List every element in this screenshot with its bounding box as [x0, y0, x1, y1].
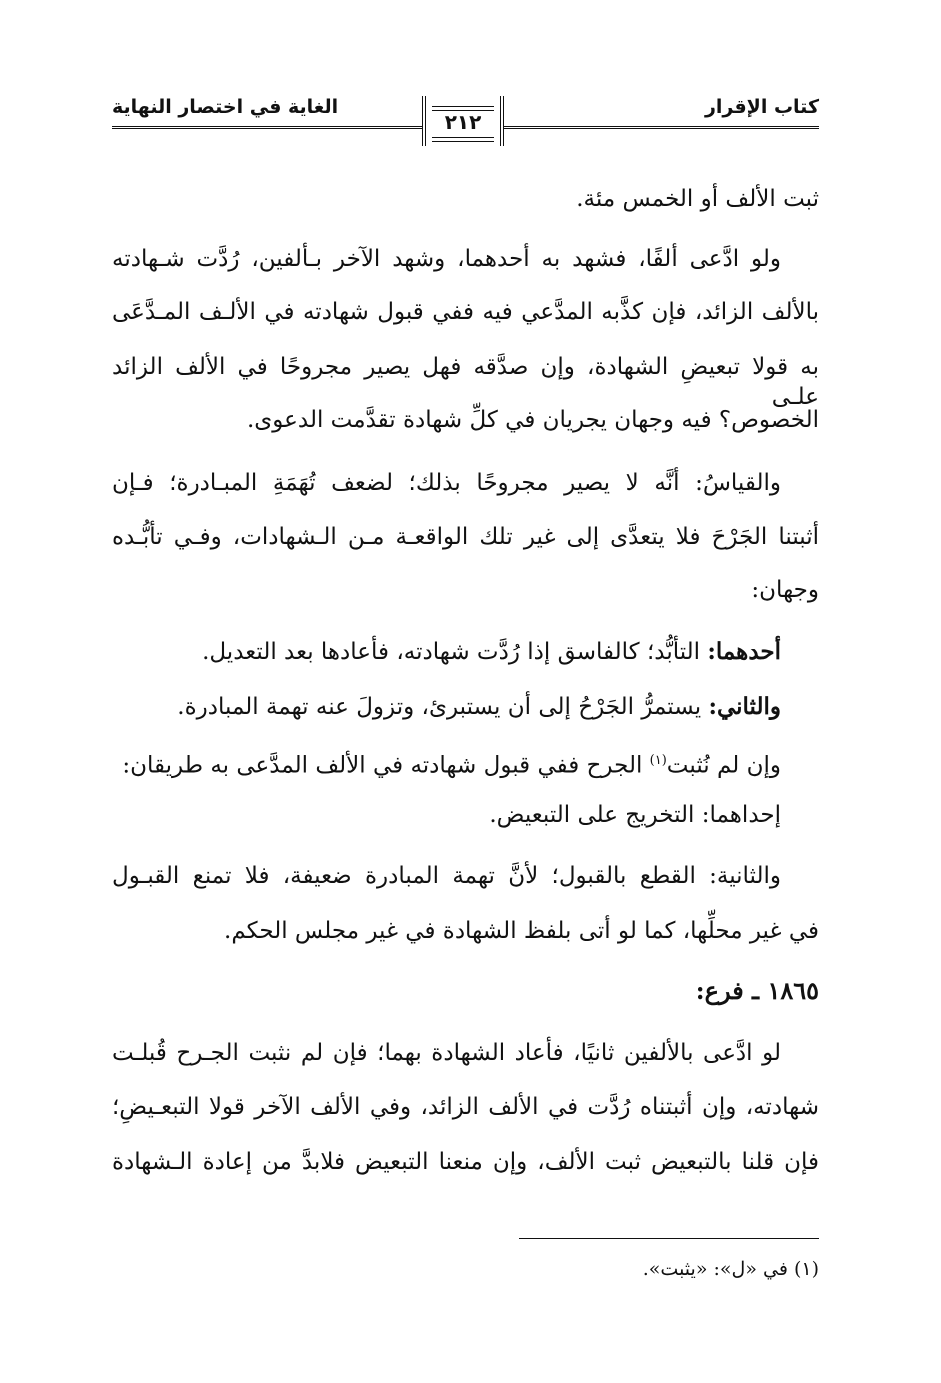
body-line: [177, 692, 781, 722]
header-rule-right: [503, 126, 819, 129]
body-line: والثانية: القطع بالقبول؛ لأنَّ تهمة المبادرة ضعيفة، فلا تمنع القبـول: [112, 863, 782, 889]
body-line: بالألف الزائد، فإن كذَّبه المدَّعي فيه ففي قبول شهادته في الألـف المـدَّعَى: [112, 299, 819, 325]
body-line: لو ادَّعى بالألفين ثانيًا، فأعاد الشهادة بهما؛ فإن لم نثبت الجـرح قُبلـت: [112, 1040, 781, 1066]
body-line: ثبت الألف أو الخمس مئة.: [576, 186, 819, 212]
list-lead: والثاني:: [708, 693, 781, 720]
page-number: ٢١٢: [444, 110, 482, 134]
body-line: به قولا تبعيضِ الشهادة، وإن صدَّقه فهل يصير مجروحًا في الألف الزائد علـى: [112, 354, 819, 410]
body-line: إحداهما: التخريج على التبعيض.: [489, 802, 781, 828]
body-line: في غير محلِّها، كما لو أتى بلفظ الشهادة في غير مجلس الحكم.: [224, 918, 819, 944]
footnote: (١) في «ل»: «يثبت».: [642, 1258, 819, 1280]
header-rule-left: [112, 126, 422, 129]
body-line: [202, 637, 781, 667]
body-line: أثبتنا الجَرْحَ فلا يتعدَّى إلى غير تلك الواقعـة مـن الـشهادات، وفـي تأبُّـده: [112, 524, 819, 550]
body-text: الجرح ففي قبول شهادته في الألف المدَّعى به طريقان:: [122, 752, 650, 779]
body-line: الخصوص؟ فيه وجهان يجريان في كلِّ شهادة تقدَّمت الدعوى.: [246, 407, 819, 433]
chapter-title: كتاب الإقرار: [704, 96, 819, 118]
body-line: والقياسُ: أنَّه لا يصير مجروحًا بذلك؛ لضعف تُهَمَةِ المبـادرة؛ فـإن: [112, 470, 781, 496]
body-text: وإن لم نُثبت: [666, 752, 781, 779]
body-line: فإن قلنا بالتبعيض ثبت الألف، وإن منعنا التبعيض فلابدَّ من إعادة الـشهادة: [112, 1149, 819, 1175]
footnote-rule: [519, 1238, 819, 1239]
page-number-cap-bottom: [432, 137, 494, 142]
page-number-box: [422, 96, 504, 146]
book-title: الغاية في اختصار النهاية: [112, 96, 339, 118]
section-heading: ١٨٦٥ ـ فرع:: [695, 976, 819, 1005]
body-line: ولو ادَّعى ألفًا، فشهد به أحدهما، وشهد الآخر بـألفين، رُدَّت شـهادته: [112, 246, 781, 272]
list-lead: أحدهما:: [707, 638, 781, 665]
list-text: يستمرُّ الجَرْحُ إلى أن يستبرئ، وتزولَ عنه تهمة المبادرة.: [177, 694, 709, 720]
body-line: شهادته، وإن أثبتناه رُدَّت في الألف الزائد، وفي الألف الآخر قولا التبعـيضِ؛: [112, 1094, 819, 1120]
list-text: التأبُّد؛ كالفاسق إذا رُدَّت شهادته، فأعادها بعد التعديل.: [202, 639, 708, 665]
footnote-ref: (١): [649, 753, 667, 768]
body-line: [122, 746, 781, 781]
body-line: وجهان:: [751, 577, 819, 603]
